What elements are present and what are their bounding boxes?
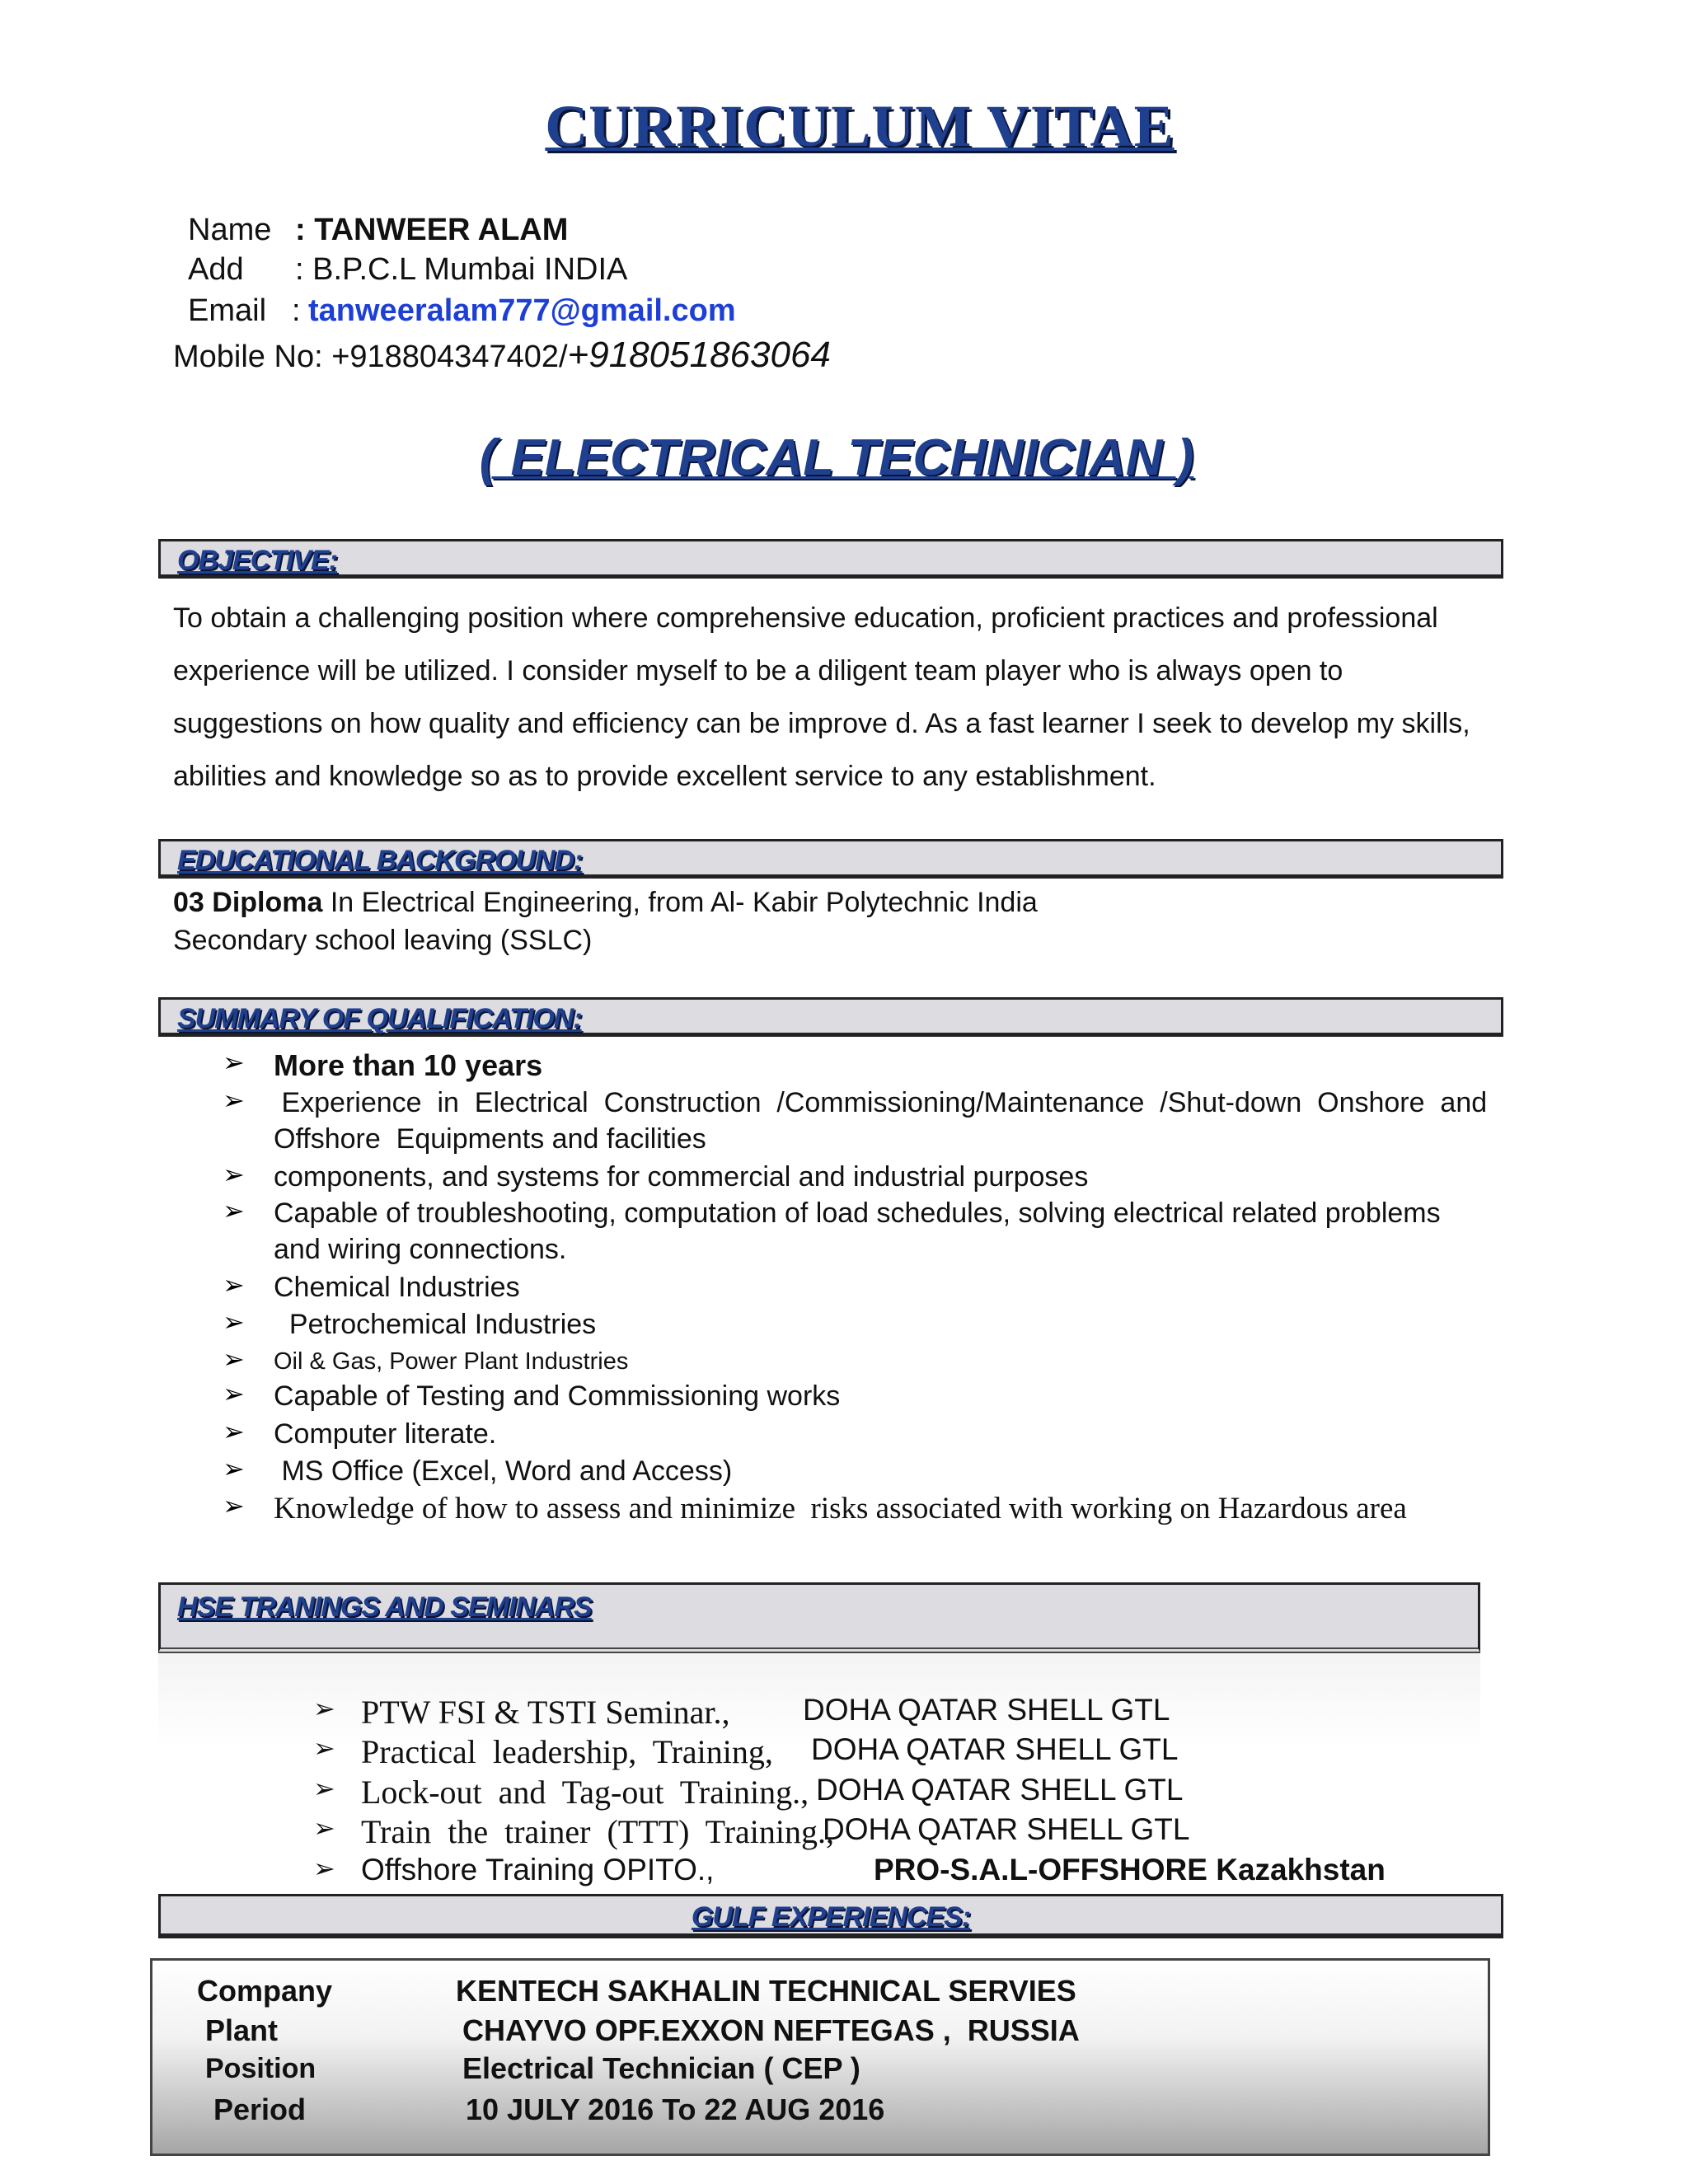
email-separator: : <box>292 293 301 328</box>
role-heading: ( ELECTRICAL TECHNICIAN ) <box>479 429 1194 486</box>
arrow-bullet-icon: ➢ <box>223 1085 245 1115</box>
objective-line: suggestions on how quality and efficiency can be improve d. As a fast learner I seek to develop my skills, <box>173 708 1470 739</box>
company-label: Company <box>197 1974 333 2008</box>
email-label: Email <box>188 293 267 328</box>
arrow-bullet-icon: ➢ <box>223 1491 245 1521</box>
education-section-bar <box>158 839 1503 879</box>
mobile-line: Mobile No: +918804347402/+918051863064 <box>173 335 831 375</box>
gulf-heading: GULF EXPERIENCES: <box>691 1901 971 1933</box>
arrow-bullet-icon: ➢ <box>223 1196 245 1226</box>
position-label: Position <box>205 2053 316 2084</box>
arrow-bullet-icon: ➢ <box>313 1774 335 1803</box>
gulf-experience-table <box>150 1958 1490 2156</box>
arrow-bullet-icon: ➢ <box>223 1160 245 1189</box>
arrow-bullet-icon: ➢ <box>223 1379 245 1408</box>
company-value: KENTECH SAKHALIN TECHNICAL SERVIES <box>456 1974 1076 2008</box>
hse-list: ➢ PTW FSI & TSTI Seminar., DOHA QATAR SHELL GTL ➢ Practical leadership, Training, DOHA QATAR SHELL GTL ➢ Lock-out and Tag-out Training., DOHA QATAR SHELL GTL ➢ Train the trainer (TTT) Training., DOHA QATAR SHELL GTL ➢ Offshore Training OPITO., PRO-S.A.L-OFFSHORE Kazakhstan <box>313 1693 1386 1886</box>
summary-list: ➢ More than 10 years ➢ Experience in Electrical Construction /Commissioning/Maintenance /Shut-down Onshore and Offshore Equipments and facilities ➢ components, and systems for commercial and industrial purposes ➢ Capable of troubleshooting, computation of load schedules, solving electrical related problems and wiring connections. ➢ Chemical Industries ➢ Petrochemical Industries ➢ Oil & Gas, Power Plant Industries ➢ Capable of Testing and Commissioning works ➢ Computer literate. ➢ MS Office (Excel, Word and Access) ➢ Knowledge of how to assess and minimize risks associated with working on Hazardous area <box>223 1047 1488 1526</box>
arrow-bullet-icon: ➢ <box>223 1047 245 1077</box>
address-value: : B.P.C.L Mumbai INDIA <box>295 252 628 287</box>
period-label: Period <box>213 2093 307 2126</box>
plant-value: CHAYVO OPF.EXXON NEFTEGAS , RUSSIA <box>462 2013 1080 2047</box>
period-value: 10 JULY 2016 To 22 AUG 2016 <box>466 2093 885 2126</box>
arrow-bullet-icon: ➢ <box>223 1270 245 1300</box>
name-value: : TANWEER ALAM <box>295 213 569 247</box>
objective-section-bar <box>158 539 1503 579</box>
page-title: CURRICULUM VITAE <box>545 93 1175 159</box>
arrow-bullet-icon: ➢ <box>223 1307 245 1337</box>
email-link[interactable]: tanweeralam777@gmail.com <box>308 293 736 328</box>
education-item-diploma: 03 Diploma In Electrical Engineering, from Al- Kabir Polytechnic India <box>173 887 1038 918</box>
objective-line: abilities and knowledge so as to provide excellent service to any establishment. <box>173 761 1156 792</box>
arrow-bullet-icon: ➢ <box>313 1694 335 1723</box>
arrow-bullet-icon: ➢ <box>223 1344 245 1374</box>
summary-heading: SUMMARY OF QUALIFICATION: <box>177 1003 582 1034</box>
objective-line: experience will be utilized. I consider myself to be a diligent team player who is always open to <box>173 655 1343 687</box>
education-item-sslc: Secondary school leaving (SSLC) <box>173 925 593 956</box>
hse-section-bar <box>158 1582 1480 1653</box>
arrow-bullet-icon: ➢ <box>223 1417 245 1446</box>
objective-text <box>173 592 1500 803</box>
arrow-bullet-icon: ➢ <box>223 1454 245 1483</box>
arrow-bullet-icon: ➢ <box>313 1854 335 1883</box>
address-label: Add <box>188 252 244 287</box>
arrow-bullet-icon: ➢ <box>313 1733 335 1763</box>
objective-heading: OBJECTIVE: <box>177 545 338 576</box>
education-heading: EDUCATIONAL BACKGROUND: <box>177 845 583 876</box>
plant-label: Plant <box>205 2013 279 2047</box>
arrow-bullet-icon: ➢ <box>313 1813 335 1843</box>
summary-section-bar <box>158 997 1503 1037</box>
gulf-section-bar <box>158 1894 1503 1938</box>
position-value: Electrical Technician ( CEP ) <box>462 2051 860 2085</box>
name-label: Name <box>188 213 272 247</box>
hse-heading: HSE TRANINGS AND SEMINARS <box>177 1591 592 1623</box>
objective-line: To obtain a challenging position where comprehensive education, proficient practices and professional <box>173 602 1438 634</box>
